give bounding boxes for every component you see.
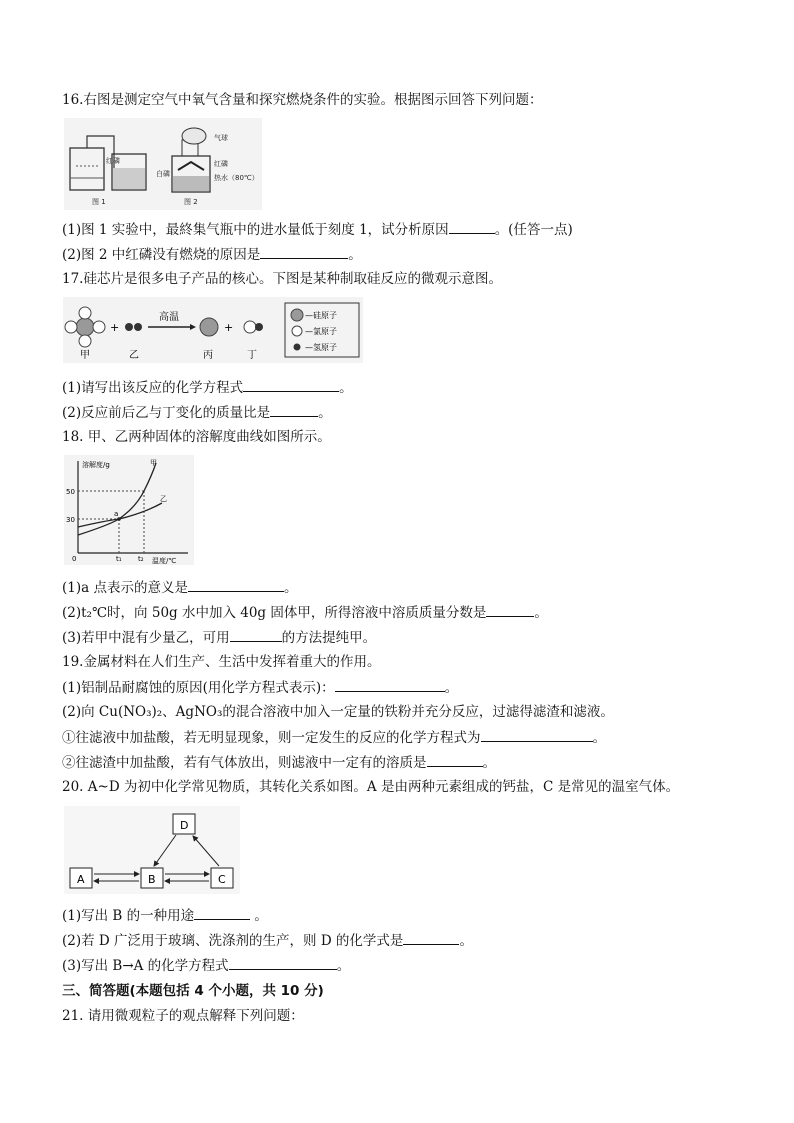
fig2-white-phosphorus-label: 白磷 <box>156 170 170 178</box>
point-a-label: a <box>114 510 119 518</box>
q16-sub2-text: (2)图 2 中红磷没有燃烧的原因是 <box>62 247 261 263</box>
q19-sub2: (2)向 Cu(NO₃)₂、AgNO₃的混合溶液中加入一定量的铁粉并充分反应，过滤得滤渣和滤液。 <box>62 704 614 720</box>
q18-sub2-end: 。 <box>534 605 548 621</box>
q19-sub1-end: 。 <box>444 680 459 696</box>
y-tick-30: 30 <box>66 516 75 524</box>
condition-high-temp: 高温 <box>159 312 179 323</box>
label-jia: 甲 <box>80 350 90 361</box>
q18-sub1-text: (1)a 点表示的意义是 <box>62 580 188 596</box>
q17-sub2-end: 。 <box>318 405 332 421</box>
x-tick-t2: t₂ <box>138 555 144 563</box>
q18-sub2-text: (2)t₂℃时，向 50g 水中加入 40g 固体甲，所得溶液中溶质质量分数是 <box>62 605 487 621</box>
q17-sub2-text: (2)反应前后乙与丁变化的质量比是 <box>62 405 271 421</box>
q17-sub1 <box>62 378 353 397</box>
q19-sub2-2 <box>62 753 496 772</box>
q17-sub1-end: 。 <box>339 380 353 396</box>
q20-sub1 <box>62 906 268 925</box>
answer-blank[interactable] <box>427 753 483 767</box>
answer-blank[interactable] <box>335 678 445 692</box>
q18-sub1 <box>62 578 297 597</box>
answer-blank[interactable] <box>194 906 250 920</box>
q17-figure <box>63 297 363 363</box>
answer-blank[interactable] <box>449 220 495 234</box>
q18-sub3 <box>62 628 376 647</box>
x-tick-t1: t₁ <box>116 555 122 563</box>
answer-blank[interactable] <box>243 378 339 392</box>
q16-sub1 <box>62 220 573 239</box>
q19-sub2-1 <box>62 728 606 747</box>
fig2-red-phosphorus-label: 红磷 <box>214 160 228 168</box>
q19-sub2-2-text: ②往滤渣中加盐酸，若有气体放出，则滤液中一定有的溶质是 <box>62 755 427 771</box>
legend-si: —硅原子 <box>305 311 337 320</box>
q20-sub2-text: (2)若 D 广泛用于玻璃、洗涤剂的生产，则 D 的化学式是 <box>62 933 404 949</box>
q20-sub1-text: (1)写出 B 的一种用途 <box>62 908 195 924</box>
x-tick-0: 0 <box>72 555 77 563</box>
q20-sub2 <box>62 931 473 950</box>
fig2-hot-water-label: 热水（80℃） <box>214 174 259 182</box>
answer-blank[interactable] <box>403 931 459 945</box>
q16-sub2 <box>62 245 362 264</box>
fig1-red-phosphorus-label: 红磷 <box>106 157 120 165</box>
plus-1: + <box>110 321 120 334</box>
curve-yi <box>78 503 162 527</box>
answer-blank[interactable] <box>188 578 284 592</box>
q18-sub3-text: (3)若甲中混有少量乙，可用 <box>62 630 230 646</box>
q20-diagram <box>64 806 240 894</box>
legend-jia: 甲 <box>150 459 157 467</box>
section-3-heading: 三、简答题(本题包括 4 个小题，共 10 分) <box>62 983 324 999</box>
q20-stem: 20. A~D 为初中化学常见物质，其转化关系如图。A 是由两种元素组成的钙盐，C 是常见的温室气体。 <box>62 779 680 795</box>
q18-sub2 <box>62 603 548 622</box>
q18-sub3-end: 的方法提纯甲。 <box>281 630 377 646</box>
node-d-label: D <box>180 819 189 832</box>
q16-figure <box>64 118 262 210</box>
answer-blank[interactable] <box>270 403 318 417</box>
q18-stem: 18. 甲、乙两种固体的溶解度曲线如图所示。 <box>62 429 331 445</box>
answer-blank[interactable] <box>481 728 593 742</box>
fig2-balloon-label: 气球 <box>214 134 228 142</box>
q17-stem: 17.硅芯片是很多电子产品的核心。下图是某种制取硅反应的微观示意图。 <box>62 271 502 287</box>
answer-blank[interactable] <box>230 628 282 642</box>
q16-sub1-text: (1)图 1 实验中，最終集气瓶中的进水量低于刻度 1，试分析原因 <box>62 222 449 238</box>
answer-blank[interactable] <box>486 603 534 617</box>
label-bing: 丙 <box>203 350 213 361</box>
q19-sub1 <box>62 678 458 697</box>
plus-2: + <box>224 321 234 334</box>
q20-sub3 <box>62 956 350 975</box>
q18-sub1-end: 。 <box>283 580 298 596</box>
fig1-label: 图 1 <box>92 198 106 206</box>
q19-sub2-2-end: 。 <box>482 755 496 771</box>
q16-sub2-end: 。 <box>348 247 362 263</box>
q19-sub1-text: (1)铝制品耐腐蚀的原因(用化学方程式表示)： <box>62 680 335 696</box>
q20-sub3-end: 。 <box>336 958 351 974</box>
q20-sub1-end: 。 <box>250 908 268 924</box>
legend-h: —氢原子 <box>305 343 337 352</box>
y-label: 溶解度/g <box>82 461 110 469</box>
x-label: 温度/℃ <box>152 557 177 565</box>
q17-sub2 <box>62 403 332 422</box>
label-ding: 丁 <box>247 350 257 361</box>
q18-solubility-chart <box>64 455 194 565</box>
answer-blank[interactable] <box>229 956 337 970</box>
q19-sub2-1-text: ①往滤液中加盐酸，若无明显现象，则一定发生的反应的化学方程式为 <box>62 730 481 746</box>
q20-sub2-end: 。 <box>459 933 473 949</box>
node-c-label: C <box>218 873 226 886</box>
q20-sub3-text: (3)写出 B→A 的化学方程式 <box>62 958 229 974</box>
q19-stem: 19.金属材料在人们生产、生活中发挥着重大的作用。 <box>62 654 381 670</box>
legend-yi: 乙 <box>160 495 167 503</box>
y-tick-50: 50 <box>66 488 75 496</box>
label-yi: 乙 <box>129 350 139 361</box>
q17-sub1-text: (1)请写出该反应的化学方程式 <box>62 380 244 396</box>
legend-cl: —氯原子 <box>305 327 337 336</box>
q16-sub1-end: 。(任答一点) <box>494 222 573 238</box>
q16-stem: 16.右图是测定空气中氧气含量和探究燃烧条件的实验。根据图示回答下列问题： <box>62 92 543 108</box>
q19-sub2-1-end: 。 <box>592 730 606 746</box>
node-b-label: B <box>148 873 156 886</box>
fig2-label: 图 2 <box>184 198 198 206</box>
node-a-label: A <box>77 873 85 886</box>
answer-blank[interactable] <box>260 245 348 259</box>
q21-stem: 21. 请用微观粒子的观点解释下列问题： <box>62 1008 304 1024</box>
